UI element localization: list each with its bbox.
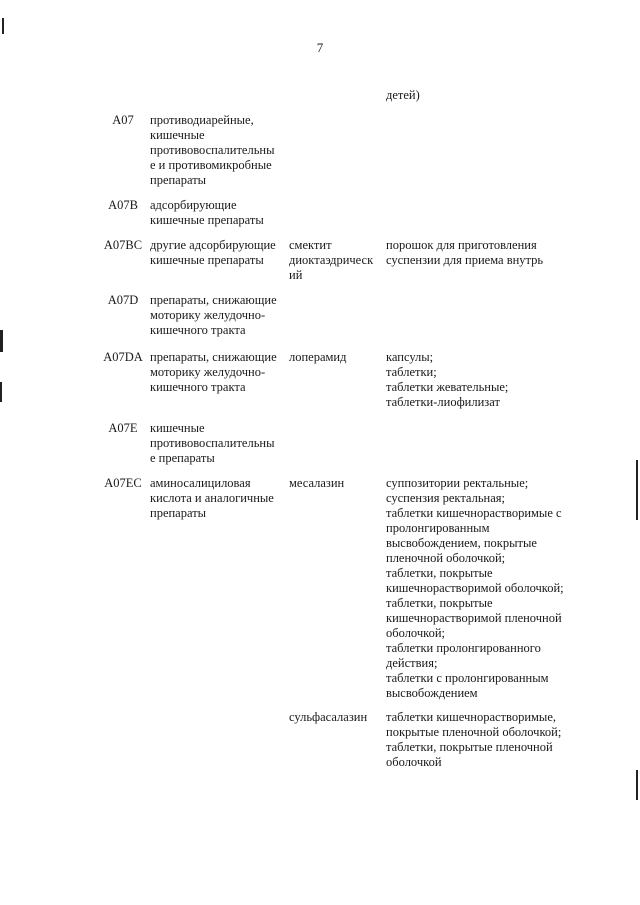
dosage-form: таблетки кишечнорастворимые, покрытые пленочной оболочкой; таблетки, покрытые пленочной оболочкой [386,710,562,769]
scan-edge-mark [636,460,638,520]
atc-code: A07B [108,198,138,212]
drug-name: смектит диоктаэдрическ ий [289,238,374,282]
drug-name: сульфасалазин [289,710,368,724]
atc-code: A07DA [103,350,143,364]
atc-code: A07 [112,113,134,127]
drug-name: лоперамид [289,350,347,364]
group-name: другие адсорбирующие кишечные препараты [150,238,276,267]
group-name: противодиарейные, кишечные противовоспалительны е и противомикробные препараты [150,113,275,187]
atc-code: A07D [107,293,139,307]
group-name: кишечные противовоспалительны е препараты [150,421,275,465]
atc-code: A07E [108,421,138,435]
dosage-form: суппозитории ректальные; суспензия ректальная; таблетки кишечнорастворимые с пролонгированным высвобождением, покрытые пленочной оболочкой; таблетки, покрытые кишечнорастворимой оболочкой; таблетки, покрытые кишечнорастворимой пленочной оболочкой; таблетки пролонгированного действия; таблетки с пролонгированным высвобождением [386,476,564,700]
scan-edge-mark [0,382,2,402]
drug-name: месалазин [289,476,345,490]
page-number: 7 [316,40,324,55]
group-name: препараты, снижающие моторику желудочно- кишечного тракта [150,293,277,337]
group-name: аминосалициловая кислота и аналогичные препараты [150,476,274,520]
continuation-text: детей) [386,88,420,102]
scan-edge-mark [2,18,4,34]
scan-edge-mark [636,770,638,800]
atc-code: A07EC [104,476,142,490]
dosage-form: порошок для приготовления суспензии для приема внутрь [386,238,544,267]
atc-code: A07BC [103,238,143,252]
group-name: адсорбирующие кишечные препараты [150,198,264,227]
dosage-form: капсулы; таблетки; таблетки жевательные; таблетки-лиофилизат [386,350,509,409]
group-name: препараты, снижающие моторику желудочно- кишечного тракта [150,350,277,394]
scan-edge-mark [0,330,3,352]
